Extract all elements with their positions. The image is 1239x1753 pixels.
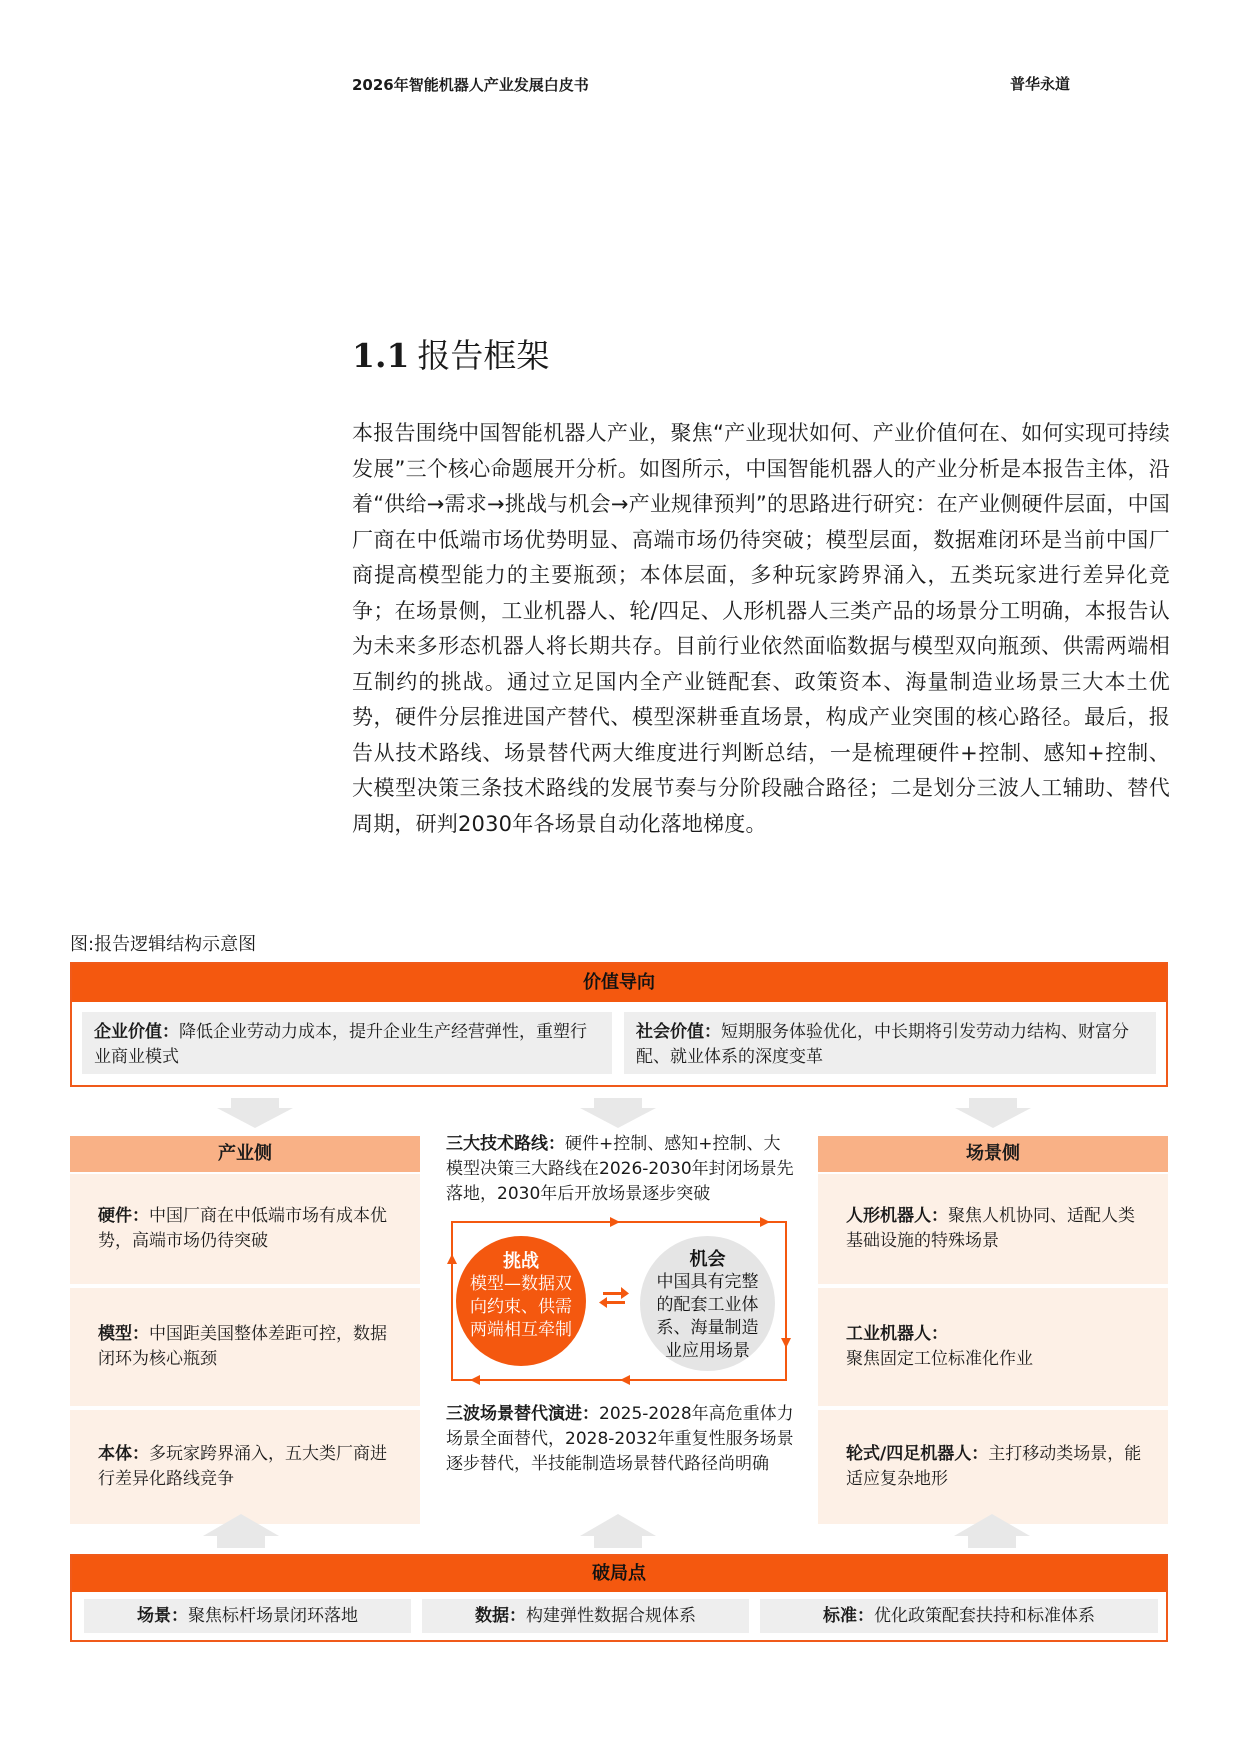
- up-arrow-right: [954, 1514, 1030, 1548]
- tech-routes-text: [446, 1132, 796, 1207]
- industry-body-label: 本体：: [98, 1444, 149, 1464]
- breakthrough-scene-label: 场景：: [137, 1606, 188, 1626]
- scene-humanoid-cell: [818, 1174, 1168, 1284]
- industry-hardware-cell: [70, 1174, 420, 1284]
- figure-caption: 图:报告逻辑结构示意图: [70, 934, 257, 955]
- enterprise-value-text: 降低企业劳动力成本，提升企业生产经营弹性，重塑行业商业模式: [94, 1022, 587, 1067]
- breakthrough-panel: [70, 1554, 1168, 1642]
- scene-legged-label: 轮式/四足机器人：: [846, 1444, 989, 1464]
- scene-industrial-text: 聚焦固定工位标准化作业: [846, 1349, 1033, 1369]
- up-arrow-middle: [580, 1514, 656, 1548]
- enterprise-value-label: 企业价值：: [94, 1022, 179, 1042]
- opportunity-text: 中国具有完整的配套工业体系、海量制造业应用场景: [656, 1272, 759, 1361]
- section-heading: [352, 330, 549, 377]
- social-value-cell: [624, 1012, 1156, 1074]
- body-paragraph: 本报告围绕中国智能机器人产业，聚焦“产业现状如何、产业价值何在、如何实现可持续发展”三个核心命题展开分析。如图所示，中国智能机器人的产业分析是本报告主体，沿着“供给→需求→挑战与机会→产业规律预判”的思路进行研究：在产业侧硬件层面，中国厂商在中低端市场优势明显、高端市场仍待突破；模型层面，数据难闭环是当前中国厂商提高模型能力的主要瓶颈；本体层面，多种玩家跨界涌入，五类玩家进行差异化竞争；在场景侧，工业机器人、轮/四足、人形机器人三类产品的场景分工明确，本报告认为未来多形态机器人将长期共存。目前行业依然面临数据与模型双向瓶颈、供需两端相互制约的挑战。通过立足国内全产业链配套、政策资本、海量制造业场景三大本土优势，硬件分层推进国产替代、模型深耕垂直场景，构成产业突围的核心路径。最后，报告从技术路线、场景替代两大维度进行判断总结，一是梳理硬件+控制、感知+控制、大模型决策三条技术路线的发展节奏与分阶段融合路径；二是划分三波人工辅助、替代周期，研判2030年各场景自动化落地梯度。: [352, 421, 1170, 836]
- challenge-text: 模型—数据双向约束、供需两端相互牵制: [470, 1274, 572, 1340]
- social-value-text: 短期服务体验优化，中长期将引发劳动力结构、财富分配、就业体系的深度变革: [636, 1022, 1129, 1067]
- challenge-circle: [456, 1236, 586, 1366]
- section-title: 报告框架: [417, 336, 550, 375]
- social-value-label: 社会价值：: [636, 1022, 721, 1042]
- bidirectional-arrow-icon: [599, 1287, 629, 1309]
- industry-body-cell: [70, 1410, 420, 1524]
- scene-waves-text: [446, 1402, 796, 1477]
- down-arrow-right: [955, 1098, 1031, 1128]
- industry-model-cell: [70, 1288, 420, 1406]
- down-arrow-left: [217, 1098, 293, 1128]
- industry-model-label: 模型：: [98, 1324, 149, 1344]
- scene-legged-text: 主打移动类场景，能适应复杂地形: [846, 1444, 1142, 1489]
- opportunity-circle: [640, 1236, 775, 1371]
- breakthrough-data-label: 数据：: [475, 1606, 526, 1626]
- down-arrow-middle: [580, 1098, 656, 1128]
- breakthrough-title: 破局点: [72, 1556, 1166, 1592]
- breakthrough-data-text: 构建弹性数据合规体系: [526, 1606, 696, 1626]
- scene-column: [818, 1136, 1168, 1524]
- scene-legged-cell: [818, 1410, 1168, 1524]
- breakthrough-standard-label: 标准：: [823, 1606, 874, 1626]
- industry-hardware-text: 中国厂商在中低端市场有成本优势，高端市场仍待突破: [98, 1206, 387, 1251]
- scene-column-title: 场景侧: [818, 1136, 1168, 1172]
- scene-humanoid-label: 人形机器人：: [846, 1206, 948, 1226]
- industry-column-title: 产业侧: [70, 1136, 420, 1172]
- breakthrough-scene-cell: [84, 1599, 411, 1633]
- brand-name: 普华永道: [1010, 75, 1071, 93]
- industry-model-text: 中国距美国整体差距可控，数据闭环为核心瓶颈: [98, 1324, 387, 1369]
- scene-waves-body: 2025-2028年高危重体力场景全面替代，2028-2032年重复性服务场景逐步替代，半技能制造场景替代路径尚明确: [446, 1404, 794, 1474]
- challenge-title: 挑战: [503, 1251, 539, 1272]
- breakthrough-scene-text: 聚焦标杆场景闭环落地: [188, 1606, 358, 1626]
- scene-waves-label: 三波场景替代演进：: [446, 1404, 599, 1424]
- value-panel-title: 价值导向: [72, 964, 1166, 1002]
- scene-industrial-label: 工业机器人：: [846, 1324, 948, 1344]
- scene-humanoid-text: 聚焦人机协同、适配人类基础设施的特殊场景: [846, 1206, 1135, 1251]
- industry-column: [70, 1136, 420, 1524]
- breakthrough-standard-cell: [760, 1599, 1158, 1633]
- tech-routes-label: 三大技术路线：: [446, 1134, 565, 1154]
- up-arrow-left: [203, 1514, 279, 1548]
- industry-body-text: 多玩家跨界涌入，五大类厂商进行差异化路线竞争: [98, 1444, 387, 1489]
- breakthrough-standard-text: 优化政策配套扶持和标准体系: [874, 1606, 1095, 1626]
- enterprise-value-cell: [82, 1012, 612, 1074]
- opportunity-title: 机会: [689, 1249, 726, 1270]
- tech-routes-body: 硬件+控制、感知+控制、大模型决策三大路线在2026-2030年封闭场景先落地，2030年后开放场景逐步突破: [446, 1134, 794, 1204]
- value-panel: [70, 962, 1168, 1087]
- scene-industrial-cell: [818, 1288, 1168, 1406]
- document-title: 2026年智能机器人产业发展白皮书: [352, 76, 589, 94]
- section-number: 1.1: [352, 336, 410, 375]
- industry-hardware-label: 硬件：: [98, 1206, 149, 1226]
- breakthrough-data-cell: [422, 1599, 749, 1633]
